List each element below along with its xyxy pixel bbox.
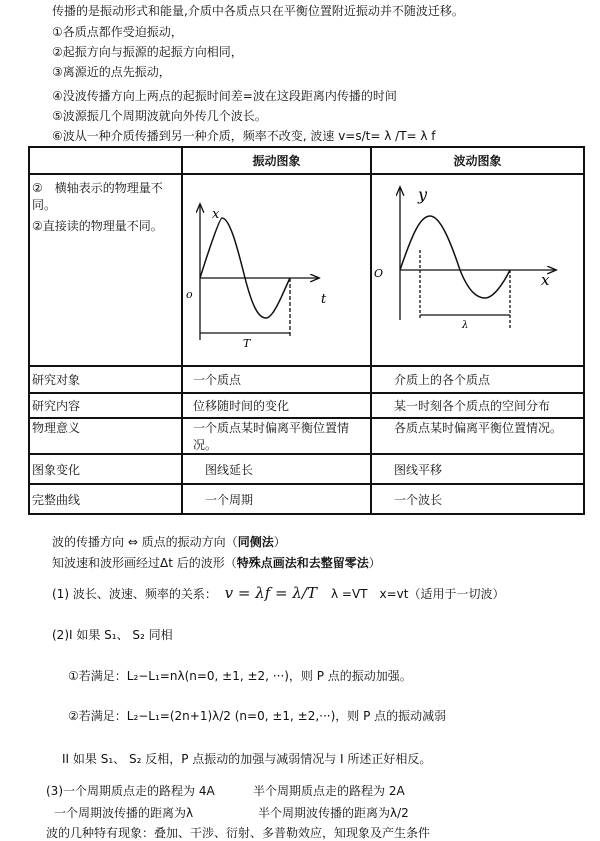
vib-y-label: x [212,207,220,222]
note-text: 半个周期质点走的路程为 2A [253,784,405,798]
vib-x-label: t [321,292,327,307]
row-label: 研究对象 [29,366,182,393]
note-text: 知波速和波形画经过Δt 后的波形（ [52,556,237,570]
cell: 各质点某时偏离平衡位置情况。 [371,418,584,454]
note-text: (3)一个周期质点走的路程为 4A [46,784,215,798]
graphs [0,0,600,380]
wave-y-label: y [418,185,428,204]
note-text: (1) 波长、波速、频率的关系： [52,587,217,601]
row-label: 图象变化 [29,454,182,484]
intro-line: 传播的是振动形式和能量,介质中各质点只在平衡位置附近振动并不随波迁移。 [52,4,464,18]
note-text: 半个周期波传播的距离为λ/2 [258,806,409,820]
intro-line: ①各质点都作受迫振动， [52,25,183,39]
note-text: (2)I 如果 S₁、 S₂ 同相 [52,628,173,642]
sine-curve [200,218,290,318]
formula: v = λf = λ/T [224,584,317,602]
difference-note: ② 横轴表示的物理量不同。 [32,181,163,212]
row-label: 完整曲线 [29,484,182,514]
cell: 介质上的各个质点 [371,366,584,393]
wave-origin: O [374,267,384,280]
sine-curve [400,216,510,298]
wave-bracket-label: λ [462,320,469,331]
wave-x-label: x [541,271,550,289]
note-text: ） [368,556,381,570]
intro-line: ②起振方向与振源的起振方向相同， [52,45,243,59]
intro-line: ④没波传播方向上两点的起振时间差=波在这段距离内传播的时间 [52,89,397,103]
cell: 一个周期 [182,484,371,514]
cell: 一个质点某时偏离平衡位置情况。 [182,418,371,454]
cell: 图线平移 [371,454,584,484]
note-text: ①若满足：L₂−L₁=nλ(n=0, ±1, ±2, ···)，则 P 点的振动加强。 [68,669,412,683]
note-bold: 同侧法 [237,535,274,549]
cell: 一个波长 [371,484,584,514]
note-text: 波的传播方向 ⇔ 质点的振动方向（ [52,535,238,549]
vibration-graph [200,205,318,340]
note-text: ） [273,535,286,549]
vib-origin: o [186,288,193,301]
note-text: 一个周期波传播的距离为λ [54,806,194,820]
cell: 某一时刻各个质点的空间分布 [371,393,584,418]
note-text: λ =VT x=vt（适用于一切波） [330,587,505,601]
header-wave: 波动图象 [371,147,584,174]
row-label: 研究内容 [29,393,182,418]
cell: 图线延长 [182,454,371,484]
note-text: II 如果 S₁、 S₂ 反相，P 点振动的加强与减弱情况与 I 所述正好相反。 [62,752,432,766]
difference-note: ②直接读的物理量不同。 [32,219,163,233]
note-bold: 特殊点画法和去整留零法 [236,556,369,570]
vib-bracket-label: T [243,337,251,350]
intro-line: ⑥波从一种介质传播到另一种介质，频率不改变, 波速 v=s/t= λ /T= λ f [52,129,436,143]
note-text: ②若满足：L₂−L₁=(2n+1)λ/2 (n=0, ±1, ±2,···)，则 P 点的振动减弱 [68,709,447,723]
cell: 一个质点 [182,366,371,393]
header-vibration: 振动图象 [182,147,371,174]
intro-line: ③离源近的点先振动， [52,65,171,79]
intro-line: ⑤波源振几个周期波就向外传几个波长。 [52,109,267,123]
wave-graph [400,188,555,328]
row-label: 物理意义 [29,418,182,454]
cell: 位移随时间的变化 [182,393,371,418]
note-text: 波的几种特有现象：叠加、干涉、衍射、多普勒效应，知现象及产生条件 [46,826,431,840]
